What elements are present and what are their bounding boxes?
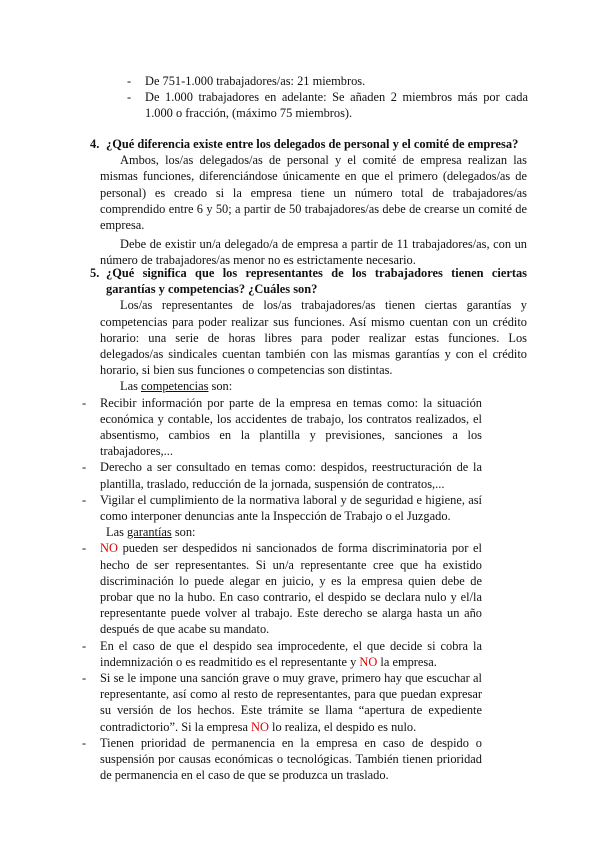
no-highlight: NO [251,719,269,734]
dash-marker: - [82,638,87,653]
section-4 [90,136,527,269]
dash-marker: - [82,492,87,507]
dash-marker: - [127,74,132,88]
section-heading [90,265,527,297]
paragraph: Los/as representantes de los/as trabajadores/as tienen ciertas garantías y competencias para poder realizar sus funciones. Así mismo cuentan con un crédito horario: una serie de horas libres para poder realizar estas funciones. Los delegados/as sindicales cuentan también con las mismas garantías y con el crédito horario, si bien sus funciones o competencias son distintas. [100,298,527,378]
member-count-list [127,73,528,122]
dash-marker: - [82,395,87,410]
section-heading [90,136,527,152]
dash-marker: - [82,460,87,475]
list-item: - Si se le impone una sanción grave o muy grave, primero hay que escuchar al representante, así como al resto de representantes, para que puedan expresar su versión de los hechos. Este trámite se llama “apertura de expediente contradictorio”. Si la empresa NO lo realiza, el despido es nulo. [82,671,482,734]
no-highlight: NO [100,541,118,556]
list-item: - Tienen prioridad de permanencia en la empresa en caso de despido o suspensión por causas económicas o tecnológicas. También tienen prioridad de permanencia en el caso de que se produzca un traslado. [82,735,482,783]
dash-marker: - [82,541,87,556]
dash-marker: - [82,671,87,686]
list-item: - Derecho a ser consultado en temas como: despidos, reestructuración de la plantilla, traslado, reducción de la jornada, suspensión de contratos,... [82,460,482,491]
list-item: - De 751-1.000 trabajadores/as: 21 miembros. [127,74,366,88]
competencias-list [82,395,482,525]
section-title: ¿Qué diferencia existe entre los delegados de personal y el comité de empresa? [106,137,519,151]
paragraph: Debe de existir un/a delegado/a de empresa a partir de 11 trabajadores/as, con un número de trabajadores/as menor no es estrictamente necesario. [100,237,527,268]
list-item: - Recibir información por parte de la empresa en temas como: la situación económica y contable, los accidentes de trabajo, los contratos realizados, el absentismo, cambios en la plantilla y previsiones, sanciones a los trabajadores,... [82,395,482,459]
garantias-list [82,540,482,783]
list-item: - De 1.000 trabajadores en adelante: Se añaden 2 miembros más por cada 1.000 o fracción, (máximo 75 miembros). [127,90,528,121]
section-number: 4. [90,137,100,151]
list-item: - Vigilar el cumplimiento de la normativa laboral y de seguridad e higiene, así como interponer denuncias ante la Inspección de Trabajo o el Juzgado. [82,492,482,524]
garantias-label: Las garantías son: [106,525,196,540]
section-number: 5. [90,266,100,280]
section-5 [82,265,527,784]
list-item: - NO pueden ser despedidos ni sancionados de forma discriminatoria por el hecho de ser representantes. Si un/a representante cree que ha existido discriminación lo puede alegar en juicio, y es la empresa quien debe de probar que no la hubo. En caso contrario, el despido se declara nulo y el/la representante puede volver al trabajo. Este derecho se alarga hasta un año después de que acabe su mandato. [82,541,482,637]
dash-marker: - [82,735,87,750]
competencias-label: Las competencias son: [120,379,233,394]
dash-marker: - [127,90,132,105]
list-item: - En el caso de que el despido sea improcedente, el que decide si cobra la indemnización o es readmitido es el representante y NO la empresa. [82,638,482,669]
section-title: ¿Qué significa que los representantes de los trabajadores tienen ciertas garantías y competencias? ¿Cuáles son? [106,266,527,297]
paragraph: Ambos, los/as delegados/as de personal y el comité de empresa realizan las mismas funciones, diferenciándose únicamente en que el primero (delegados/as de personal) es creado si la empresa tiene un número total de trabajadores/as comprendido entre 6 y 50; a partir de 50 trabajadores/as debe de crearse un comité de empresa. [100,153,527,233]
no-highlight: NO [359,654,378,669]
